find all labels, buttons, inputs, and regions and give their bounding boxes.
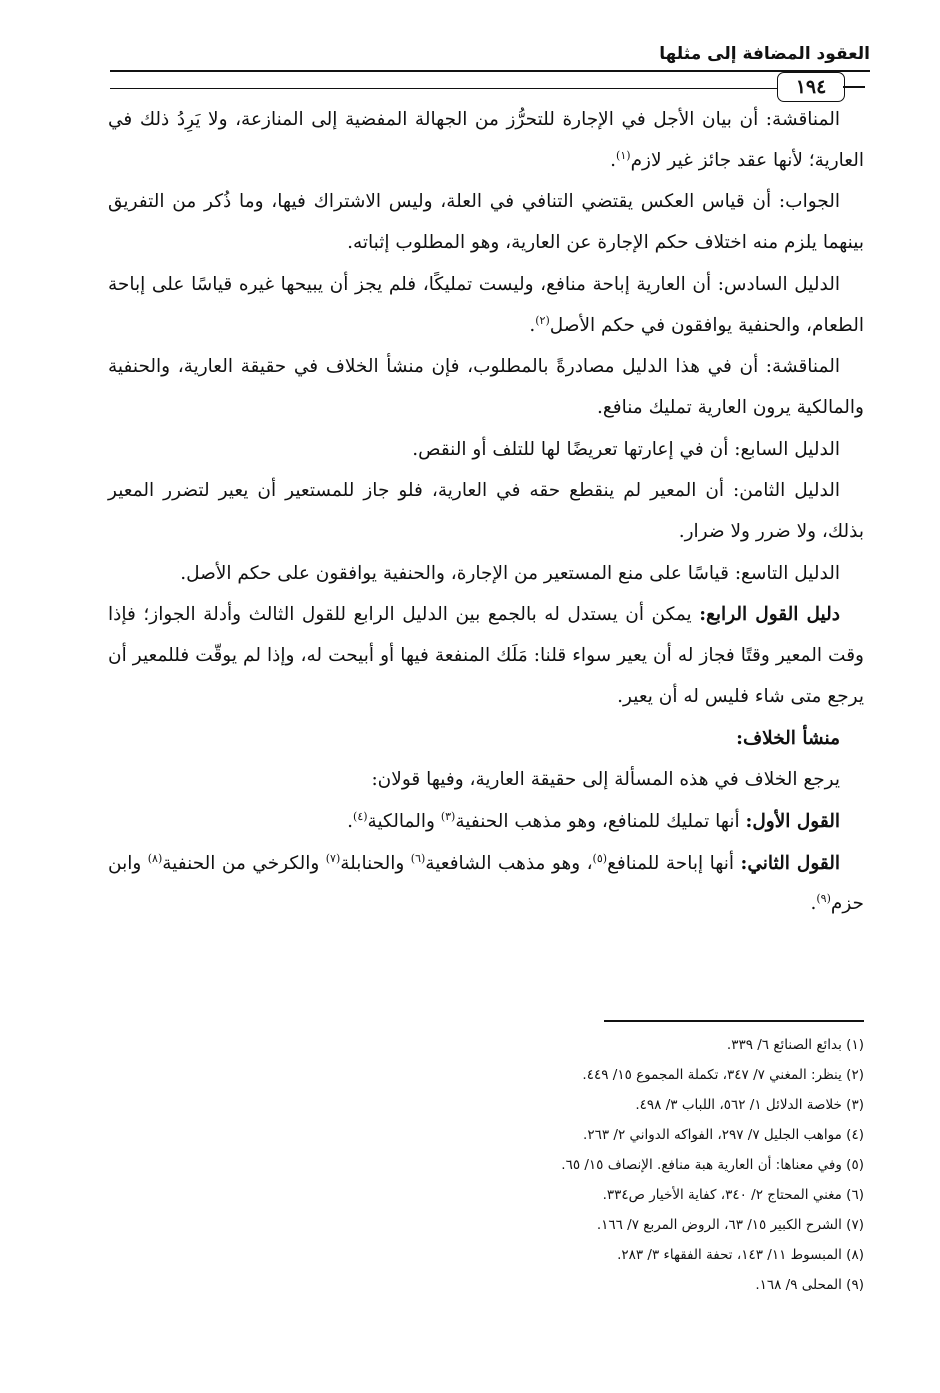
footnote-ref-5[interactable]: (٥) bbox=[592, 851, 608, 865]
paragraph-second-opinion bbox=[108, 844, 864, 925]
page-number: ١٩٤ bbox=[777, 72, 845, 102]
paragraph-text: يرجع الخلاف في هذه المسألة إلى حقيقة العارية، وفيها قولان: bbox=[371, 769, 840, 791]
paragraph-text: الدليل التاسع: قياسًا على منع المستعير من الإجارة، والحنفية يوافقون على حكم الأصل. bbox=[180, 562, 840, 584]
footnote-3: (٣) خلاصة الدلائل ١/ ٥٦٢، اللباب ٣/ ٤٩٨. bbox=[635, 1097, 864, 1113]
footnotes bbox=[108, 1030, 864, 1300]
paragraph-ninth-evidence bbox=[108, 554, 864, 595]
header-rule-lower bbox=[110, 88, 777, 89]
page-number-ornament bbox=[843, 86, 865, 88]
footnote-ref-2[interactable]: (٢) bbox=[535, 313, 550, 327]
paragraph-text: المناقشة: أن في هذا الدليل مصادرةً بالمطلوب، فإن منشأ الخلاف في حقيقة العارية، والحنفية والمالكية يرون العارية تمليك منافع. bbox=[108, 356, 864, 418]
paragraph-text: والكرخي من الحنفية bbox=[162, 852, 326, 874]
paragraph-text: أنها تمليك للمنافع، وهو مذهب الحنفية bbox=[455, 810, 746, 832]
section-heading-origin bbox=[108, 719, 864, 760]
paragraph-text: الدليل السابع: أن في إعارتها تعريضًا لها للتلف أو النقص. bbox=[412, 438, 840, 460]
footnote-7: (٧) الشرح الكبير ١٥/ ٦٣، الروض المربع ٧/ ١٦٦. bbox=[596, 1217, 864, 1233]
paragraph-sixth-evidence bbox=[108, 265, 864, 346]
paragraph-tail: . bbox=[610, 149, 617, 171]
paragraph-lead: دليل القول الرابع: bbox=[699, 604, 840, 626]
footnote-9: (٩) المحلى ٩/ ١٦٨. bbox=[755, 1277, 864, 1293]
paragraph-text: الدليل الثامن: أن المعير لم ينقطع حقه في العارية، فلو جاز للمستعير أن يعير لتضرر المعير بذلك، ولا ضرر ولا ضرار. bbox=[108, 480, 864, 543]
paragraph-text: ، وهو مذهب الشافعية bbox=[425, 852, 593, 874]
paragraph-tail: . bbox=[347, 810, 354, 832]
header-rule bbox=[110, 70, 870, 72]
paragraph-tail: . bbox=[810, 893, 817, 915]
paragraph-fourth-opinion-evidence bbox=[108, 595, 864, 717]
footnote-separator bbox=[604, 1020, 864, 1022]
footnote-ref-7[interactable]: (٧) bbox=[325, 851, 341, 865]
footnote-4: (٤) مواهب الجليل ٧/ ٢٩٧، الفواكه الدواني ٢/ ٢٦٣. bbox=[583, 1127, 864, 1143]
paragraph-text: المناقشة: أن بيان الأجل في الإجارة للتحرُّز من الجهالة المفضية إلى المنازعة، ولا يَرِدُ ذلك في العارية؛ لأنها عقد جائز غير لازم bbox=[108, 109, 864, 171]
footnote-6: (٦) مغني المحتاج ٢/ ٣٤٠، كفاية الأخيار ص٣٣٤. bbox=[602, 1187, 864, 1203]
running-title: العقود المضافة إلى مثلها bbox=[659, 44, 870, 64]
paragraph-lead: القول الأول: bbox=[745, 810, 840, 832]
paragraph-text: والحنابلة bbox=[340, 852, 411, 874]
paragraph-tail: . bbox=[529, 314, 536, 336]
footnote-ref-3[interactable]: (٣) bbox=[440, 809, 456, 823]
footnote-ref-8[interactable]: (٨) bbox=[147, 851, 163, 865]
footnote-2: (٢) ينظر: المغني ٧/ ٣٤٧، تكملة المجموع ١٥/ ٤٤٩. bbox=[582, 1067, 864, 1083]
footnote-ref-6[interactable]: (٦) bbox=[410, 851, 426, 865]
paragraph-discussion-1 bbox=[108, 100, 864, 181]
paragraph-text: يمكن أن يستدل له بالجمع بين الدليل الرابع للقول الثالث وأدلة الجواز؛ فإذا وقت المعير وقتًا فجاز له أن يعير سواء قلنا: مَلَك المنفعة فيها أو أبيحت له، وإذا لم يوقّت فللمعير أن يرجع متى شاء فليس له أن يعير. bbox=[108, 604, 864, 707]
paragraph-eighth-evidence bbox=[108, 471, 864, 552]
footnote-ref-4[interactable]: (٤) bbox=[353, 809, 368, 823]
paragraph-lead: القول الثاني: bbox=[740, 852, 841, 874]
paragraph-discussion-2 bbox=[108, 347, 864, 428]
paragraph-text: وابن حزم bbox=[108, 852, 864, 915]
paragraph-text: والمالكية bbox=[367, 810, 441, 832]
paragraph-first-opinion bbox=[108, 802, 864, 843]
paragraph-text: الجواب: أن قياس العكس يقتضي التنافي في العلة، وليس الاشتراك فيها، وما ذُكر من التفريق بينهما يلزم منه اختلاف حكم الإجارة عن العارية، وهو المطلوب إثباته. bbox=[108, 191, 864, 254]
paragraph-answer bbox=[108, 182, 864, 263]
footnote-ref-9[interactable]: (٩) bbox=[816, 892, 831, 906]
main-text bbox=[108, 100, 864, 926]
footnote-5: (٥) وفي معناها: أن العارية هبة منافع. الإنصاف ١٥/ ٦٥. bbox=[561, 1157, 864, 1173]
paragraph-origin bbox=[108, 760, 864, 801]
footnote-1: (١) بدائع الصنائع ٦/ ٣٣٩. bbox=[726, 1037, 864, 1053]
footnote-8: (٨) المبسوط ١١/ ١٤٣، تحفة الفقهاء ٣/ ٢٨٣. bbox=[617, 1247, 864, 1263]
footnote-ref-1[interactable]: (١) bbox=[616, 148, 631, 162]
paragraph-seventh-evidence bbox=[108, 430, 864, 471]
heading-text: منشأ الخلاف: bbox=[736, 727, 840, 749]
paragraph-text: أنها إباحة للمنافع bbox=[607, 852, 741, 874]
paragraph-text: الدليل السادس: أن العارية إباحة منافع، وليست تمليكًا، فلم يجز أن يبيحها غيره قياسًا على إباحة الطعام، والحنفية يوافقون في حكم الأصل bbox=[108, 273, 864, 336]
